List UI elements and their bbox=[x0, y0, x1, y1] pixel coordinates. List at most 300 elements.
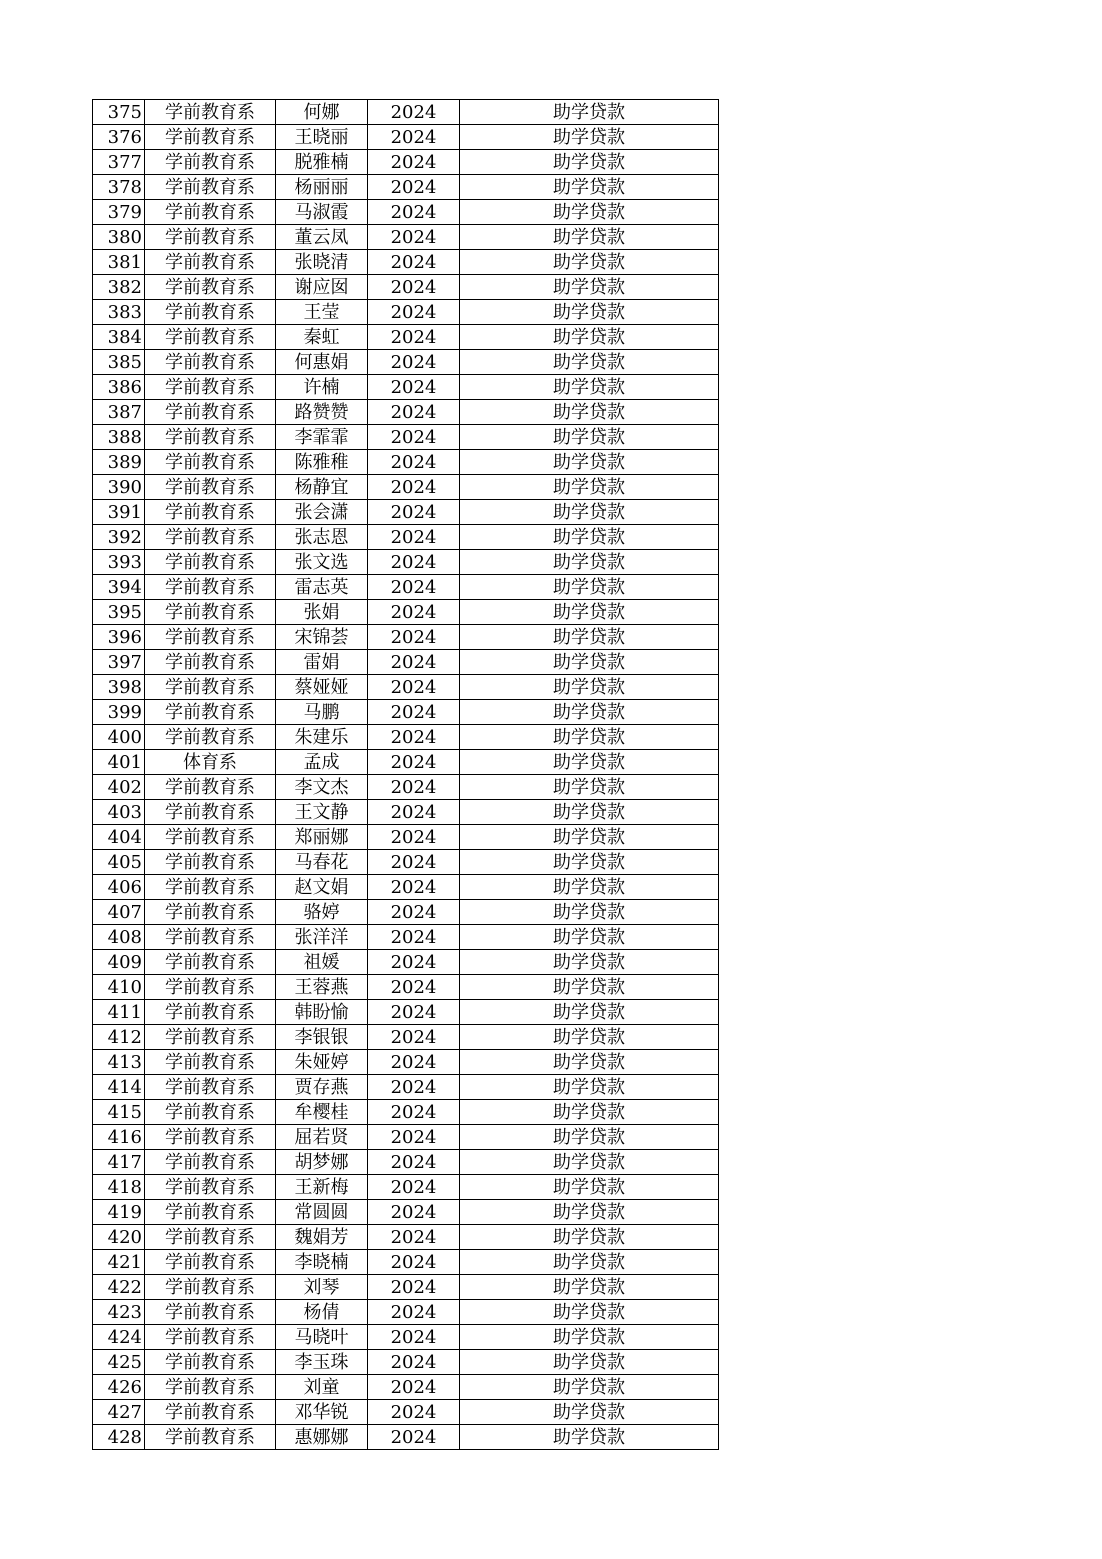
cell-year: 2024 bbox=[368, 1300, 460, 1325]
cell-year: 2024 bbox=[368, 950, 460, 975]
cell-student-name: 马春花 bbox=[276, 850, 368, 875]
cell-student-name: 杨倩 bbox=[276, 1300, 368, 1325]
cell-year: 2024 bbox=[368, 775, 460, 800]
table-body bbox=[93, 100, 719, 1450]
cell-serial-number: 401 bbox=[93, 750, 145, 775]
cell-aid-type: 助学贷款 bbox=[460, 300, 719, 325]
table-row bbox=[93, 1000, 719, 1025]
table-row bbox=[93, 900, 719, 925]
cell-student-name: 许楠 bbox=[276, 375, 368, 400]
cell-year: 2024 bbox=[368, 575, 460, 600]
cell-aid-type: 助学贷款 bbox=[460, 1050, 719, 1075]
cell-aid-type: 助学贷款 bbox=[460, 350, 719, 375]
cell-department: 体育系 bbox=[145, 750, 276, 775]
cell-aid-type: 助学贷款 bbox=[460, 975, 719, 1000]
cell-aid-type: 助学贷款 bbox=[460, 1175, 719, 1200]
cell-department: 学前教育系 bbox=[145, 100, 276, 125]
table-row bbox=[93, 375, 719, 400]
cell-student-name: 常圆圆 bbox=[276, 1200, 368, 1225]
cell-serial-number: 396 bbox=[93, 625, 145, 650]
cell-serial-number: 412 bbox=[93, 1025, 145, 1050]
cell-year: 2024 bbox=[368, 150, 460, 175]
table-row bbox=[93, 950, 719, 975]
cell-serial-number: 385 bbox=[93, 350, 145, 375]
cell-department: 学前教育系 bbox=[145, 400, 276, 425]
cell-department: 学前教育系 bbox=[145, 800, 276, 825]
cell-year: 2024 bbox=[368, 125, 460, 150]
cell-serial-number: 382 bbox=[93, 275, 145, 300]
cell-student-name: 张会潇 bbox=[276, 500, 368, 525]
cell-aid-type: 助学贷款 bbox=[460, 775, 719, 800]
cell-serial-number: 418 bbox=[93, 1175, 145, 1200]
cell-department: 学前教育系 bbox=[145, 850, 276, 875]
table-row bbox=[93, 875, 719, 900]
cell-aid-type: 助学贷款 bbox=[460, 1125, 719, 1150]
cell-year: 2024 bbox=[368, 700, 460, 725]
cell-year: 2024 bbox=[368, 1075, 460, 1100]
table-row bbox=[93, 625, 719, 650]
table-row bbox=[93, 150, 719, 175]
cell-student-name: 郑丽娜 bbox=[276, 825, 368, 850]
table-row bbox=[93, 1350, 719, 1375]
cell-year: 2024 bbox=[368, 800, 460, 825]
cell-year: 2024 bbox=[368, 1375, 460, 1400]
cell-aid-type: 助学贷款 bbox=[460, 250, 719, 275]
cell-student-name: 路赞赞 bbox=[276, 400, 368, 425]
cell-year: 2024 bbox=[368, 1325, 460, 1350]
cell-year: 2024 bbox=[368, 1025, 460, 1050]
cell-aid-type: 助学贷款 bbox=[460, 950, 719, 975]
cell-student-name: 马晓叶 bbox=[276, 1325, 368, 1350]
cell-aid-type: 助学贷款 bbox=[460, 1300, 719, 1325]
cell-year: 2024 bbox=[368, 875, 460, 900]
cell-department: 学前教育系 bbox=[145, 575, 276, 600]
cell-year: 2024 bbox=[368, 1050, 460, 1075]
cell-year: 2024 bbox=[368, 1125, 460, 1150]
cell-student-name: 魏娟芳 bbox=[276, 1225, 368, 1250]
cell-department: 学前教育系 bbox=[145, 600, 276, 625]
cell-student-name: 陈雅稚 bbox=[276, 450, 368, 475]
cell-department: 学前教育系 bbox=[145, 625, 276, 650]
cell-aid-type: 助学贷款 bbox=[460, 900, 719, 925]
table-row bbox=[93, 300, 719, 325]
cell-serial-number: 427 bbox=[93, 1400, 145, 1425]
cell-student-name: 骆婷 bbox=[276, 900, 368, 925]
table-row bbox=[93, 500, 719, 525]
cell-student-name: 雷娟 bbox=[276, 650, 368, 675]
cell-serial-number: 400 bbox=[93, 725, 145, 750]
cell-student-name: 邓华锐 bbox=[276, 1400, 368, 1425]
cell-serial-number: 399 bbox=[93, 700, 145, 725]
cell-student-name: 王莹 bbox=[276, 300, 368, 325]
cell-department: 学前教育系 bbox=[145, 1200, 276, 1225]
cell-department: 学前教育系 bbox=[145, 1025, 276, 1050]
table-row bbox=[93, 1175, 719, 1200]
cell-year: 2024 bbox=[368, 175, 460, 200]
cell-department: 学前教育系 bbox=[145, 250, 276, 275]
cell-year: 2024 bbox=[368, 300, 460, 325]
table-row bbox=[93, 1075, 719, 1100]
cell-aid-type: 助学贷款 bbox=[460, 1150, 719, 1175]
cell-serial-number: 381 bbox=[93, 250, 145, 275]
cell-department: 学前教育系 bbox=[145, 275, 276, 300]
cell-serial-number: 403 bbox=[93, 800, 145, 825]
table-row bbox=[93, 250, 719, 275]
table-row bbox=[93, 1225, 719, 1250]
cell-serial-number: 408 bbox=[93, 925, 145, 950]
cell-aid-type: 助学贷款 bbox=[460, 175, 719, 200]
cell-year: 2024 bbox=[368, 275, 460, 300]
cell-student-name: 牟樱桂 bbox=[276, 1100, 368, 1125]
table-row bbox=[93, 1025, 719, 1050]
cell-department: 学前教育系 bbox=[145, 1150, 276, 1175]
cell-aid-type: 助学贷款 bbox=[460, 575, 719, 600]
cell-aid-type: 助学贷款 bbox=[460, 725, 719, 750]
cell-student-name: 马鹏 bbox=[276, 700, 368, 725]
cell-aid-type: 助学贷款 bbox=[460, 500, 719, 525]
cell-department: 学前教育系 bbox=[145, 725, 276, 750]
cell-serial-number: 407 bbox=[93, 900, 145, 925]
table-row bbox=[93, 325, 719, 350]
table-row bbox=[93, 550, 719, 575]
table-row bbox=[93, 400, 719, 425]
cell-aid-type: 助学贷款 bbox=[460, 125, 719, 150]
cell-year: 2024 bbox=[368, 1400, 460, 1425]
cell-department: 学前教育系 bbox=[145, 325, 276, 350]
cell-year: 2024 bbox=[368, 1350, 460, 1375]
table-row bbox=[93, 1050, 719, 1075]
cell-serial-number: 417 bbox=[93, 1150, 145, 1175]
cell-aid-type: 助学贷款 bbox=[460, 1225, 719, 1250]
cell-year: 2024 bbox=[368, 200, 460, 225]
cell-department: 学前教育系 bbox=[145, 650, 276, 675]
cell-student-name: 李晓楠 bbox=[276, 1250, 368, 1275]
cell-student-name: 韩盼愉 bbox=[276, 1000, 368, 1025]
cell-student-name: 祖媛 bbox=[276, 950, 368, 975]
cell-student-name: 何娜 bbox=[276, 100, 368, 125]
cell-serial-number: 378 bbox=[93, 175, 145, 200]
cell-serial-number: 405 bbox=[93, 850, 145, 875]
cell-aid-type: 助学贷款 bbox=[460, 650, 719, 675]
cell-student-name: 朱建乐 bbox=[276, 725, 368, 750]
cell-serial-number: 390 bbox=[93, 475, 145, 500]
cell-department: 学前教育系 bbox=[145, 1275, 276, 1300]
cell-serial-number: 423 bbox=[93, 1300, 145, 1325]
cell-aid-type: 助学贷款 bbox=[460, 475, 719, 500]
cell-student-name: 李霏霏 bbox=[276, 425, 368, 450]
cell-aid-type: 助学贷款 bbox=[460, 375, 719, 400]
cell-serial-number: 398 bbox=[93, 675, 145, 700]
cell-department: 学前教育系 bbox=[145, 1400, 276, 1425]
cell-student-name: 张洋洋 bbox=[276, 925, 368, 950]
cell-department: 学前教育系 bbox=[145, 175, 276, 200]
cell-student-name: 王新梅 bbox=[276, 1175, 368, 1200]
cell-department: 学前教育系 bbox=[145, 975, 276, 1000]
cell-serial-number: 422 bbox=[93, 1275, 145, 1300]
table-row bbox=[93, 650, 719, 675]
table-row bbox=[93, 225, 719, 250]
cell-year: 2024 bbox=[368, 1250, 460, 1275]
cell-year: 2024 bbox=[368, 550, 460, 575]
table-row bbox=[93, 1125, 719, 1150]
table-row bbox=[93, 1275, 719, 1300]
cell-serial-number: 395 bbox=[93, 600, 145, 625]
cell-aid-type: 助学贷款 bbox=[460, 1200, 719, 1225]
cell-student-name: 蔡娅娅 bbox=[276, 675, 368, 700]
cell-year: 2024 bbox=[368, 900, 460, 925]
cell-student-name: 张文选 bbox=[276, 550, 368, 575]
cell-year: 2024 bbox=[368, 375, 460, 400]
cell-aid-type: 助学贷款 bbox=[460, 750, 719, 775]
cell-year: 2024 bbox=[368, 475, 460, 500]
table-row bbox=[93, 1200, 719, 1225]
cell-aid-type: 助学贷款 bbox=[460, 100, 719, 125]
cell-department: 学前教育系 bbox=[145, 475, 276, 500]
cell-aid-type: 助学贷款 bbox=[460, 600, 719, 625]
cell-department: 学前教育系 bbox=[145, 525, 276, 550]
cell-year: 2024 bbox=[368, 1100, 460, 1125]
cell-student-name: 杨丽丽 bbox=[276, 175, 368, 200]
cell-student-name: 秦虹 bbox=[276, 325, 368, 350]
cell-serial-number: 394 bbox=[93, 575, 145, 600]
cell-student-name: 刘琴 bbox=[276, 1275, 368, 1300]
cell-aid-type: 助学贷款 bbox=[460, 275, 719, 300]
cell-department: 学前教育系 bbox=[145, 375, 276, 400]
cell-serial-number: 393 bbox=[93, 550, 145, 575]
cell-department: 学前教育系 bbox=[145, 950, 276, 975]
cell-student-name: 董云凤 bbox=[276, 225, 368, 250]
cell-department: 学前教育系 bbox=[145, 1000, 276, 1025]
table-row bbox=[93, 425, 719, 450]
cell-aid-type: 助学贷款 bbox=[460, 800, 719, 825]
cell-student-name: 贾存燕 bbox=[276, 1075, 368, 1100]
table-row bbox=[93, 1300, 719, 1325]
cell-student-name: 雷志英 bbox=[276, 575, 368, 600]
cell-year: 2024 bbox=[368, 625, 460, 650]
cell-year: 2024 bbox=[368, 450, 460, 475]
table-row bbox=[93, 750, 719, 775]
cell-year: 2024 bbox=[368, 525, 460, 550]
cell-serial-number: 375 bbox=[93, 100, 145, 125]
table-row bbox=[93, 800, 719, 825]
cell-year: 2024 bbox=[368, 1200, 460, 1225]
cell-serial-number: 420 bbox=[93, 1225, 145, 1250]
table-row bbox=[93, 1250, 719, 1275]
cell-aid-type: 助学贷款 bbox=[460, 1275, 719, 1300]
cell-year: 2024 bbox=[368, 600, 460, 625]
cell-serial-number: 404 bbox=[93, 825, 145, 850]
table-row bbox=[93, 825, 719, 850]
cell-student-name: 张娟 bbox=[276, 600, 368, 625]
cell-department: 学前教育系 bbox=[145, 1050, 276, 1075]
table-row bbox=[93, 450, 719, 475]
cell-student-name: 张晓清 bbox=[276, 250, 368, 275]
cell-department: 学前教育系 bbox=[145, 1350, 276, 1375]
cell-department: 学前教育系 bbox=[145, 550, 276, 575]
cell-student-name: 杨静宜 bbox=[276, 475, 368, 500]
table-row bbox=[93, 1325, 719, 1350]
cell-department: 学前教育系 bbox=[145, 1225, 276, 1250]
cell-serial-number: 425 bbox=[93, 1350, 145, 1375]
table-row bbox=[93, 925, 719, 950]
cell-year: 2024 bbox=[368, 925, 460, 950]
cell-year: 2024 bbox=[368, 850, 460, 875]
cell-serial-number: 380 bbox=[93, 225, 145, 250]
cell-department: 学前教育系 bbox=[145, 1375, 276, 1400]
cell-department: 学前教育系 bbox=[145, 1300, 276, 1325]
cell-student-name: 谢应囡 bbox=[276, 275, 368, 300]
cell-serial-number: 411 bbox=[93, 1000, 145, 1025]
cell-aid-type: 助学贷款 bbox=[460, 400, 719, 425]
table-row bbox=[93, 1150, 719, 1175]
cell-department: 学前教育系 bbox=[145, 1250, 276, 1275]
cell-year: 2024 bbox=[368, 1000, 460, 1025]
cell-student-name: 屈若贤 bbox=[276, 1125, 368, 1150]
table-row bbox=[93, 1425, 719, 1450]
cell-student-name: 王文静 bbox=[276, 800, 368, 825]
cell-department: 学前教育系 bbox=[145, 825, 276, 850]
table-row bbox=[93, 275, 719, 300]
cell-department: 学前教育系 bbox=[145, 300, 276, 325]
cell-serial-number: 428 bbox=[93, 1425, 145, 1450]
cell-serial-number: 397 bbox=[93, 650, 145, 675]
cell-department: 学前教育系 bbox=[145, 775, 276, 800]
cell-serial-number: 410 bbox=[93, 975, 145, 1000]
cell-student-name: 李银银 bbox=[276, 1025, 368, 1050]
cell-aid-type: 助学贷款 bbox=[460, 850, 719, 875]
cell-student-name: 刘童 bbox=[276, 1375, 368, 1400]
table-row bbox=[93, 700, 719, 725]
cell-serial-number: 421 bbox=[93, 1250, 145, 1275]
cell-serial-number: 389 bbox=[93, 450, 145, 475]
cell-aid-type: 助学贷款 bbox=[460, 1350, 719, 1375]
cell-department: 学前教育系 bbox=[145, 425, 276, 450]
cell-year: 2024 bbox=[368, 350, 460, 375]
cell-aid-type: 助学贷款 bbox=[460, 675, 719, 700]
cell-year: 2024 bbox=[368, 650, 460, 675]
table-row bbox=[93, 175, 719, 200]
cell-aid-type: 助学贷款 bbox=[460, 225, 719, 250]
cell-year: 2024 bbox=[368, 400, 460, 425]
cell-year: 2024 bbox=[368, 675, 460, 700]
cell-department: 学前教育系 bbox=[145, 125, 276, 150]
cell-student-name: 赵文娟 bbox=[276, 875, 368, 900]
cell-department: 学前教育系 bbox=[145, 700, 276, 725]
cell-year: 2024 bbox=[368, 325, 460, 350]
table-row bbox=[93, 600, 719, 625]
cell-student-name: 脱雅楠 bbox=[276, 150, 368, 175]
cell-aid-type: 助学贷款 bbox=[460, 1100, 719, 1125]
cell-student-name: 马淑霞 bbox=[276, 200, 368, 225]
cell-serial-number: 426 bbox=[93, 1375, 145, 1400]
cell-serial-number: 379 bbox=[93, 200, 145, 225]
cell-aid-type: 助学贷款 bbox=[460, 700, 719, 725]
cell-department: 学前教育系 bbox=[145, 500, 276, 525]
cell-department: 学前教育系 bbox=[145, 1125, 276, 1150]
cell-aid-type: 助学贷款 bbox=[460, 550, 719, 575]
cell-aid-type: 助学贷款 bbox=[460, 525, 719, 550]
cell-year: 2024 bbox=[368, 250, 460, 275]
cell-aid-type: 助学贷款 bbox=[460, 825, 719, 850]
cell-aid-type: 助学贷款 bbox=[460, 625, 719, 650]
table-row bbox=[93, 475, 719, 500]
cell-student-name: 王晓丽 bbox=[276, 125, 368, 150]
cell-aid-type: 助学贷款 bbox=[460, 325, 719, 350]
cell-year: 2024 bbox=[368, 1175, 460, 1200]
cell-student-name: 李玉珠 bbox=[276, 1350, 368, 1375]
table-row bbox=[93, 100, 719, 125]
cell-serial-number: 415 bbox=[93, 1100, 145, 1125]
table-row bbox=[93, 1400, 719, 1425]
table-row bbox=[93, 125, 719, 150]
cell-department: 学前教育系 bbox=[145, 875, 276, 900]
cell-department: 学前教育系 bbox=[145, 900, 276, 925]
cell-aid-type: 助学贷款 bbox=[460, 1025, 719, 1050]
cell-aid-type: 助学贷款 bbox=[460, 1400, 719, 1425]
cell-serial-number: 419 bbox=[93, 1200, 145, 1225]
cell-student-name: 胡梦娜 bbox=[276, 1150, 368, 1175]
table-row bbox=[93, 850, 719, 875]
cell-year: 2024 bbox=[368, 225, 460, 250]
cell-student-name: 孟成 bbox=[276, 750, 368, 775]
cell-department: 学前教育系 bbox=[145, 675, 276, 700]
table-row bbox=[93, 725, 719, 750]
cell-serial-number: 414 bbox=[93, 1075, 145, 1100]
cell-serial-number: 376 bbox=[93, 125, 145, 150]
table-row bbox=[93, 1375, 719, 1400]
cell-student-name: 宋锦荟 bbox=[276, 625, 368, 650]
cell-aid-type: 助学贷款 bbox=[460, 1325, 719, 1350]
cell-year: 2024 bbox=[368, 750, 460, 775]
cell-year: 2024 bbox=[368, 100, 460, 125]
cell-department: 学前教育系 bbox=[145, 1075, 276, 1100]
cell-student-name: 朱娅婷 bbox=[276, 1050, 368, 1075]
cell-year: 2024 bbox=[368, 725, 460, 750]
cell-department: 学前教育系 bbox=[145, 200, 276, 225]
cell-year: 2024 bbox=[368, 500, 460, 525]
cell-student-name: 王蓉燕 bbox=[276, 975, 368, 1000]
cell-aid-type: 助学贷款 bbox=[460, 1375, 719, 1400]
cell-serial-number: 402 bbox=[93, 775, 145, 800]
student-loan-table bbox=[92, 99, 719, 1450]
cell-aid-type: 助学贷款 bbox=[460, 200, 719, 225]
cell-serial-number: 377 bbox=[93, 150, 145, 175]
cell-department: 学前教育系 bbox=[145, 1100, 276, 1125]
table-row bbox=[93, 350, 719, 375]
cell-department: 学前教育系 bbox=[145, 1425, 276, 1450]
cell-aid-type: 助学贷款 bbox=[460, 1000, 719, 1025]
cell-student-name: 李文杰 bbox=[276, 775, 368, 800]
cell-department: 学前教育系 bbox=[145, 1325, 276, 1350]
cell-aid-type: 助学贷款 bbox=[460, 1425, 719, 1450]
cell-student-name: 张志恩 bbox=[276, 525, 368, 550]
cell-serial-number: 383 bbox=[93, 300, 145, 325]
table-row bbox=[93, 975, 719, 1000]
cell-serial-number: 388 bbox=[93, 425, 145, 450]
table-row bbox=[93, 1100, 719, 1125]
cell-department: 学前教育系 bbox=[145, 225, 276, 250]
cell-serial-number: 424 bbox=[93, 1325, 145, 1350]
cell-student-name: 何惠娟 bbox=[276, 350, 368, 375]
cell-serial-number: 391 bbox=[93, 500, 145, 525]
cell-department: 学前教育系 bbox=[145, 450, 276, 475]
cell-serial-number: 416 bbox=[93, 1125, 145, 1150]
cell-serial-number: 406 bbox=[93, 875, 145, 900]
cell-department: 学前教育系 bbox=[145, 150, 276, 175]
cell-aid-type: 助学贷款 bbox=[460, 875, 719, 900]
cell-year: 2024 bbox=[368, 1150, 460, 1175]
cell-serial-number: 392 bbox=[93, 525, 145, 550]
